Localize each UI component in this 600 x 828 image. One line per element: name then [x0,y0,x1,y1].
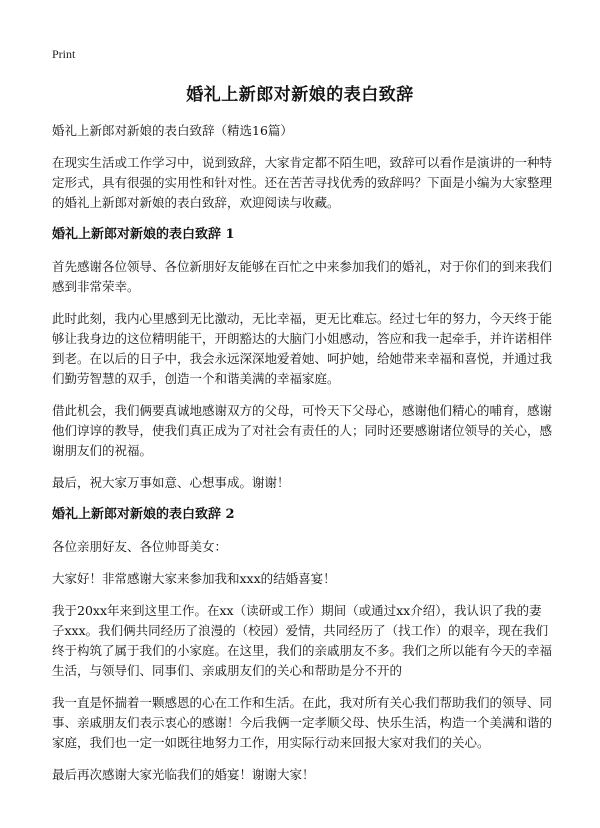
document-body [52,121,552,797]
section1-paragraph-1: 首先感谢各位领导、各位新朋好友能够在百忙之中来参加我们的婚礼，对于你们的到来我们感到非常荣幸。 [52,259,553,294]
section2-paragraph-1: 各位亲朋好友、各位帅哥美女： [52,539,228,554]
section2-paragraph-2: 大家好！非常感谢大家来参加我和xxx的结婚喜宴！ [52,571,336,586]
section2-paragraph-3: 我于20xx年来到这里工作。在xx（读研或工作）期间（或通过xx介绍），我认识了我的妻子xxx。我们俩共同经历了浪漫的（校园）爱情，共同经历了（找工作）的艰辛，现在我们终于构筑了属于我们的小家庭。在这里，我们的亲戚朋友不多。我们之所以能有今天的幸福生活，与领导们、同事们、亲戚朋友们的关心和帮助是分不开的 [52,603,553,678]
section-heading-2: 婚礼上新郎对新娘的表白致辞 2 [52,507,235,522]
section1-paragraph-4: 最后，祝大家万事如意、心想事成。谢谢！ [52,475,290,490]
document-subtitle: 婚礼上新郎对新娘的表白致辞（精选16篇） [52,123,293,138]
intro-paragraph: 在现实生活或工作学习中，说到致辞，大家肯定都不陌生吧，致辞可以看作是演讲的一种特定形式，具有很强的实用性和针对性。还在苦苦寻找优秀的致辞吗？下面是小编为大家整理的婚礼上新郎对新娘的表白致辞，欢迎阅读与收藏。 [52,155,553,210]
section2-paragraph-5: 最后再次感谢大家光临我们的婚宴！谢谢大家！ [52,767,315,782]
section1-paragraph-3: 借此机会，我们俩要真诚地感谢双方的父母，可怜天下父母心，感谢他们精心的哺育，感谢他们谆谆的教导，使我们真正成为了对社会有责任的人；同时还要感谢诸位领导的关心，感谢朋友们的祝福。 [52,403,553,458]
page-title: 婚礼上新郎对新娘的表白致辞 [186,85,414,105]
section-heading-1: 婚礼上新郎对新娘的表白致辞 1 [52,227,235,242]
print-label: Print [52,47,76,61]
section2-paragraph-4: 我一直是怀揣着一颗感恩的心在工作和生活。在此，我对所有关心我们帮助我们的领导、同事、亲戚朋友们表示衷心的感谢！今后我俩一定孝顺父母、快乐生活，构造一个美满和谐的家庭，我们也一定一如既往地努力工作，用实际行动来回报大家对我们的关心。 [52,695,553,750]
section1-paragraph-2: 此时此刻，我内心里感到无比激动，无比幸福，更无比难忘。经过七年的努力，今天终于能够让我身边的这位精明能干，开朗豁达的大脑门小姐感动，答应和我一起牵手，并许诺相伴到老。在以后的日子中，我会永远深深地爱着她、呵护她，给她带来幸福和喜悦，并通过我们勤劳智慧的双手，创造一个和谐美满的幸福家庭。 [52,311,553,386]
